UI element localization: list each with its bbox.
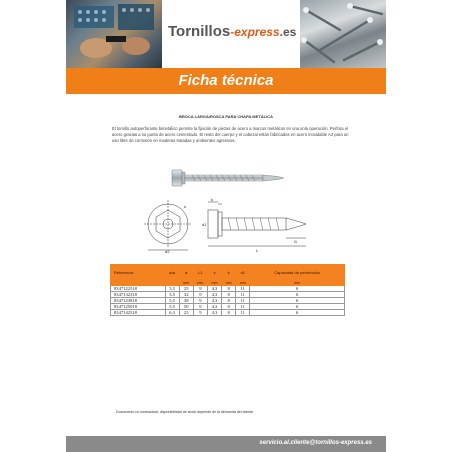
table-cell: d1	[236, 265, 250, 281]
table-cell: 32	[179, 292, 193, 298]
table-cell: 8347123818	[111, 298, 166, 304]
header	[66, 0, 386, 68]
screws-photo	[300, 0, 386, 68]
footer	[66, 436, 386, 452]
table-cell: ø/ø	[165, 265, 179, 281]
label-l1: l1	[294, 239, 298, 244]
table-cell: 5,5	[165, 304, 179, 310]
table-cell: 8347132318	[111, 292, 166, 298]
logo-accent: -express	[230, 25, 280, 39]
screws-photo-graphic	[300, 0, 386, 68]
table-cell: mm	[207, 281, 221, 286]
product-description: El tornillo autoperforante bimetálico permite la fijación de piezas de acero a marcos metálicos en una sola operación. Perfora el acero gracias a su punta de acero cementado. El resto del cuerpo y el cabezal están fabricados en acero inoxidable A2 para un uso libre de corrosión en maderas tratadas y ambientes agresivos.	[112, 126, 349, 143]
footnote: Documento no contractual, disponibilidad de stock depende de la demanda del cliente.	[116, 410, 255, 414]
logo-area	[162, 0, 300, 68]
table-cell: 50	[179, 304, 193, 310]
table-cell: mm	[179, 281, 193, 286]
table-cell: 9	[193, 298, 207, 304]
logo-suffix: .es	[279, 25, 297, 39]
tools-photo-graphic	[66, 0, 162, 68]
table-cell: 8347142518	[111, 310, 166, 316]
table-cell: 11	[236, 292, 250, 298]
table-cell: 8	[222, 304, 236, 310]
table-cell: 11	[236, 298, 250, 304]
table-cell: 25	[179, 286, 193, 292]
table-cell: 9	[193, 286, 207, 292]
table-cell: 6	[250, 286, 345, 292]
table-cell: 4,3	[207, 310, 221, 316]
screw-image	[170, 166, 290, 190]
table-cell: 8	[222, 298, 236, 304]
table-cell: 6,3	[165, 310, 179, 316]
table-row	[111, 310, 345, 316]
table-cell: L1	[193, 265, 207, 281]
table-cell: mm	[193, 281, 207, 286]
table-cell: 4,3	[207, 286, 221, 292]
label-d1: d1	[202, 222, 207, 227]
table-cell: mm	[250, 281, 345, 286]
specs-table	[110, 264, 345, 316]
table-cell: mm	[236, 281, 250, 286]
table-cell: s	[207, 265, 221, 281]
table-cell: 6	[250, 298, 345, 304]
table-cell: k	[222, 265, 236, 281]
table-cell: 11	[236, 286, 250, 292]
product-subtitle: BROCA LARGA/ROSCA PARA CHAPA METÁLICA	[179, 114, 273, 119]
table-cell: 4,3	[207, 304, 221, 310]
table-cell: 8	[222, 310, 236, 316]
table-cell: 9	[193, 310, 207, 316]
table-cell: 5,5	[165, 286, 179, 292]
sheet-title: Ficha técnica	[178, 72, 274, 89]
table-cell: 9	[193, 304, 207, 310]
table-cell: 38	[179, 298, 193, 304]
table-cell: 4,3	[207, 298, 221, 304]
table-cell: 4,3	[207, 292, 221, 298]
table-cell: 8347125018	[111, 304, 166, 310]
table-cell: Capacidad de perforación	[250, 265, 345, 281]
table-cell: 25	[179, 310, 193, 316]
label-s: s	[184, 204, 186, 209]
table-cell: ø	[179, 265, 193, 281]
technical-drawing	[144, 198, 328, 254]
label-d2: d2	[165, 249, 170, 254]
table-cell: 5,5	[165, 292, 179, 298]
tools-photo	[66, 0, 162, 68]
contact-email[interactable]: servicio.al.cliente@tornillos-express.es	[259, 440, 372, 446]
label-l: L	[256, 248, 259, 253]
table-cell: 9	[193, 292, 207, 298]
table-cell: 11	[236, 310, 250, 316]
table-cell: 8	[222, 292, 236, 298]
table-cell: mm	[222, 281, 236, 286]
table-cell: Referencia	[111, 265, 166, 281]
table-cell: 6	[250, 304, 345, 310]
table-cell: 6	[250, 310, 345, 316]
table-cell: 6	[250, 292, 345, 298]
table-cell: 5,5	[165, 298, 179, 304]
table-cell: 8347122518	[111, 286, 166, 292]
table-cell: 11	[236, 304, 250, 310]
table-header-row	[111, 265, 345, 281]
logo-main: Tornillos	[168, 23, 231, 40]
product-sheet	[66, 0, 386, 452]
label-k: k	[211, 198, 213, 202]
brand-logo	[168, 23, 296, 40]
title-band	[66, 68, 386, 94]
table-cell: 8	[222, 286, 236, 292]
